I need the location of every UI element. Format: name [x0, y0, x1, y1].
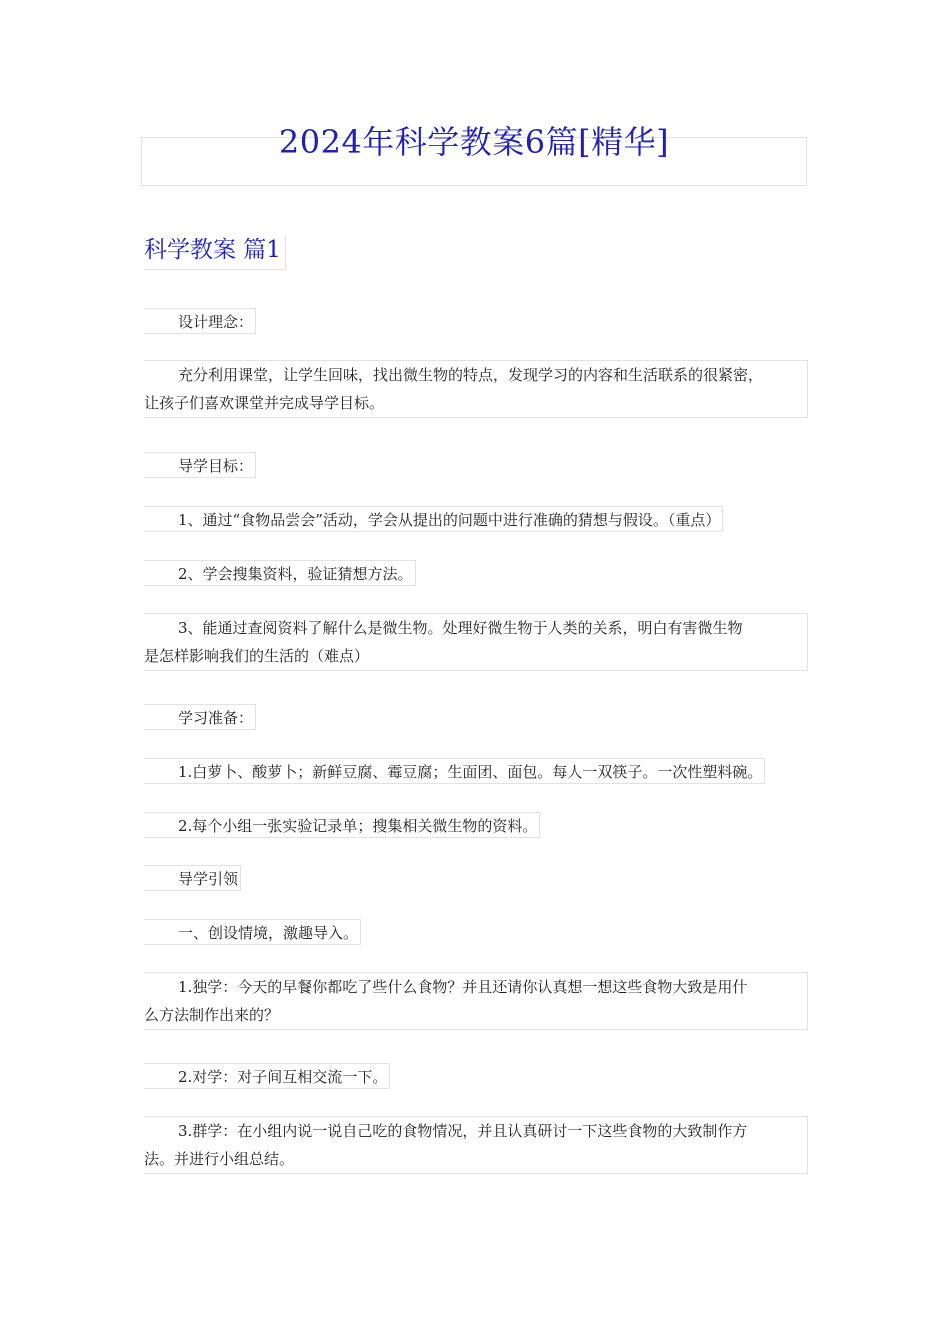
paragraph-goal-2	[144, 560, 416, 586]
paragraph-line: 3、能通过查阅资料了解什么是微生物。处理好微生物于人类的关系，明白有害微生物	[178, 619, 743, 637]
paragraph-preparation-label	[144, 704, 256, 730]
paragraph-text: 1.白萝卜、酸萝卜；新鲜豆腐、霉豆腐；生面团、面包。每人一双筷子。一次性塑料碗。	[178, 763, 763, 781]
paragraph-text: 2、学会搜集资料，验证猜想方法。	[178, 565, 413, 583]
paragraph-text: 学习准备：	[178, 709, 254, 727]
paragraph-text: 导学目标：	[178, 457, 254, 475]
paragraph-goal-3	[144, 613, 808, 671]
document-title: 2024年科学教案6篇[精华]	[278, 123, 670, 161]
paragraph-preparation-1	[144, 758, 765, 784]
paragraph-line: 让孩子们喜欢课堂并完成导学目标。	[144, 394, 385, 412]
paragraph-text: 设计理念：	[178, 313, 254, 331]
paragraph-line: 法。并进行小组总结。	[144, 1150, 295, 1168]
paragraph-text: 2.每个小组一张实验记录单；搜集相关微生物的资料。	[178, 817, 538, 835]
paragraph-goal-1	[144, 506, 723, 532]
paragraph-preparation-2	[144, 812, 540, 838]
paragraph-text: 一、创设情境，激趣导入。	[178, 924, 359, 942]
paragraph-design-concept	[144, 360, 808, 418]
paragraph-pair-study	[144, 1063, 390, 1089]
paragraph-goals-label	[144, 452, 256, 478]
paragraph-group-study	[144, 1116, 808, 1174]
paragraph-line: 3.群学：在小组内说一说自己吃的食物情况，并且认真研讨一下这些食物的大致制作方	[178, 1122, 748, 1140]
paragraph-design-concept-label	[144, 308, 256, 334]
paragraph-text: 导学引领	[178, 870, 239, 888]
paragraph-step-one	[144, 919, 361, 945]
section-heading: 科学教案 篇1	[144, 236, 286, 270]
paragraph-line: 是怎样影响我们的生活的（难点）	[144, 647, 370, 665]
paragraph-guidance-label	[144, 865, 241, 891]
paragraph-line: 么方法制作出来的？	[144, 1006, 280, 1024]
paragraph-independent-study	[144, 972, 808, 1030]
document-title-box	[141, 123, 807, 186]
paragraph-text: 1、通过“食物品尝会”活动，学会从提出的问题中进行准确的猜想与假设。（重点）	[178, 511, 721, 529]
paragraph-line: 充分利用课堂，让学生回味，找出微生物的特点，发现学习的内容和生活联系的很紧密，	[178, 366, 764, 384]
paragraph-text: 2.对学：对子间互相交流一下。	[178, 1068, 388, 1086]
paragraph-line: 1.独学：今天的早餐你都吃了些什么食物？并且还请你认真想一想这些食物大致是用什	[178, 978, 748, 996]
